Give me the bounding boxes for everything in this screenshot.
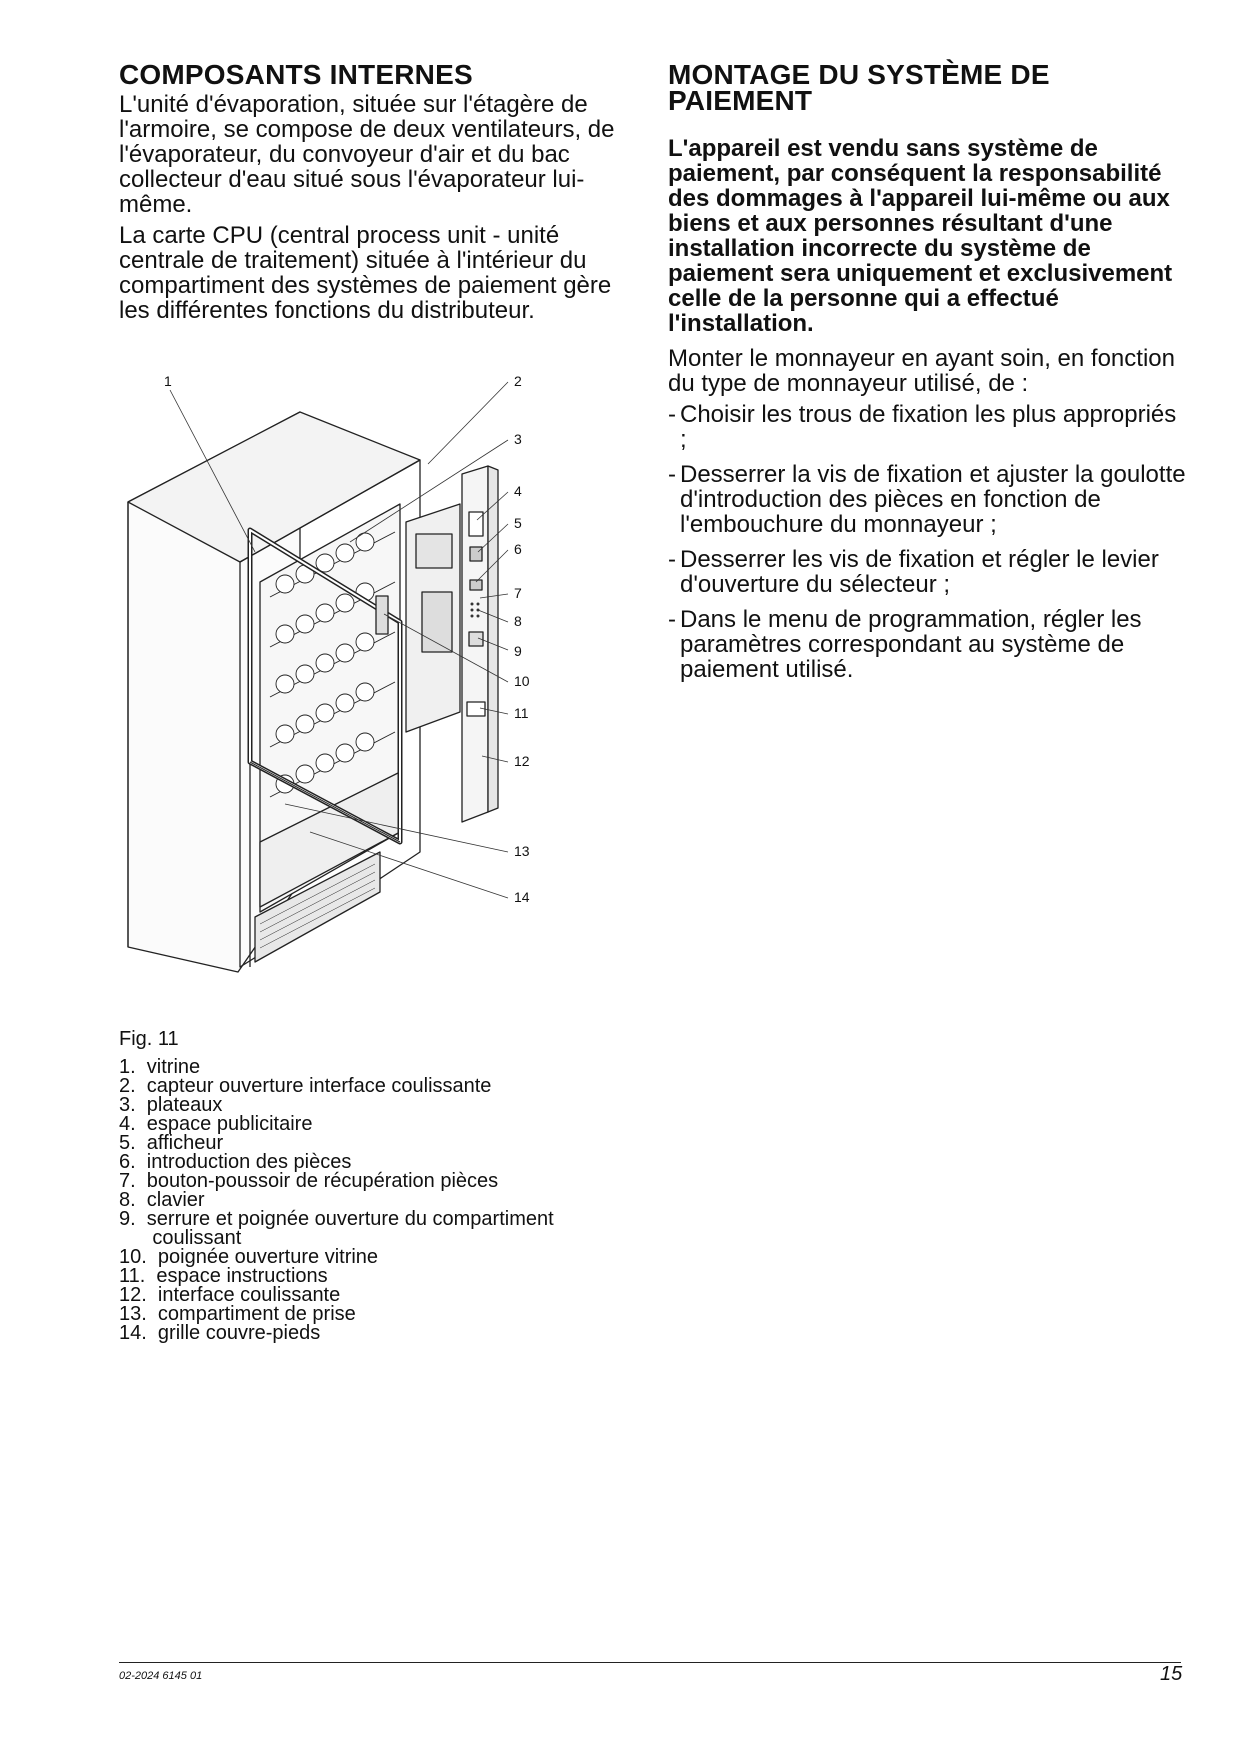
vending-machine-figure <box>110 373 630 1022</box>
callout-11: 11 <box>514 705 529 721</box>
warning-paragraph: L'appareil est vendu sans système de paiement, par conséquent la responsabilité des dommages à l'appareil lui-même ou aux biens et aux personnes résultant d'une installation incorrecte du système de paiement sera uniquement et exclusivement celle de la personne qui a effectué l'installation. <box>668 135 1173 337</box>
legend-item: 7. bouton-poussoir de récupération pièces <box>119 1170 499 1192</box>
callout-3: 3 <box>514 431 522 447</box>
legend-item: 5. afficheur <box>119 1132 224 1154</box>
list-item: - Desserrer les vis de fixation et régler le levier d'ouverture du sélecteur ; <box>668 546 1159 598</box>
callout-7: 7 <box>514 585 522 601</box>
callout-14: 14 <box>514 889 530 905</box>
display <box>469 512 483 536</box>
callout-13: 13 <box>514 843 530 859</box>
right-column <box>668 59 1188 692</box>
heading-line-1: MONTAGE DU SYSTÈME DE <box>668 59 1050 90</box>
legend-item: 1. vitrine <box>119 1056 201 1078</box>
section-heading-internal-components: COMPOSANTS INTERNES <box>119 59 473 90</box>
legend-item: 4. espace publicitaire <box>119 1113 313 1135</box>
legend-item: 2. capteur ouverture interface coulissante <box>119 1075 492 1097</box>
page-number: 15 <box>1160 1663 1183 1685</box>
legend-item: 8. clavier <box>119 1189 205 1211</box>
section-heading-payment-system <box>668 59 1188 116</box>
callout-1: 1 <box>164 373 172 389</box>
legend-item: 11. espace instructions <box>119 1265 328 1287</box>
intro-paragraph: Monter le monnayeur en ayant soin, en fonction du type de monnayeur utilisé, de : <box>668 345 1175 397</box>
figure-legend <box>119 1058 639 1343</box>
legend-item: 10. poignée ouverture vitrine <box>119 1246 379 1268</box>
document-code: 02-2024 6145 01 <box>119 1670 203 1682</box>
steps-list <box>668 402 1188 682</box>
callout-8: 8 <box>514 613 522 629</box>
list-item: - Choisir les trous de fixation les plus appropriés ; <box>668 401 1177 453</box>
paragraph-cpu-board: La carte CPU (central process unit - unité centrale de traitement) située à l'intérieur du compartiment des systèmes de paiement gère les différentes fonctions du distributeur. <box>119 222 612 324</box>
left-column <box>119 59 639 329</box>
callout-4: 4 <box>514 483 522 499</box>
legend-item: coulissant <box>119 1227 242 1249</box>
callout-5: 5 <box>514 515 522 531</box>
legend-item: 12. interface coulissante <box>119 1284 341 1306</box>
callout-9: 9 <box>514 643 522 659</box>
coin-slot <box>470 547 482 561</box>
legend-item: 6. introduction des pièces <box>119 1151 352 1173</box>
legend-item: 13. compartiment de prise <box>119 1303 356 1325</box>
legend-item: 3. plateaux <box>119 1094 223 1116</box>
paragraph-evaporation-unit: L'unité d'évaporation, située sur l'étagère de l'armoire, se compose de deux ventilateurs, de l'évaporateur, du convoyeur d'air et du bac collecteur d'eau situé sous l'évaporateur lui-même. <box>119 91 615 218</box>
legend-item: 9. serrure et poignée ouverture du compartiment <box>119 1208 554 1230</box>
callout-12: 12 <box>514 753 530 769</box>
heading-line-2: PAIEMENT <box>668 85 813 116</box>
figure-caption: Fig. 11 <box>119 1028 179 1050</box>
instructions-space <box>467 702 485 716</box>
callout-2: 2 <box>514 373 522 389</box>
callout-6: 6 <box>514 541 522 557</box>
list-item: - Dans le menu de programmation, régler les paramètres correspondant au système de paiement utilisé. <box>668 606 1142 683</box>
footer-rule <box>119 1662 1181 1663</box>
legend-item: 14. grille couvre-pieds <box>119 1322 321 1344</box>
callout-10: 10 <box>514 673 530 689</box>
list-item: - Desserrer la vis de fixation et ajuster la goulotte d'introduction des pièces en fonction de l'embouchure du monnayeur ; <box>668 461 1186 538</box>
